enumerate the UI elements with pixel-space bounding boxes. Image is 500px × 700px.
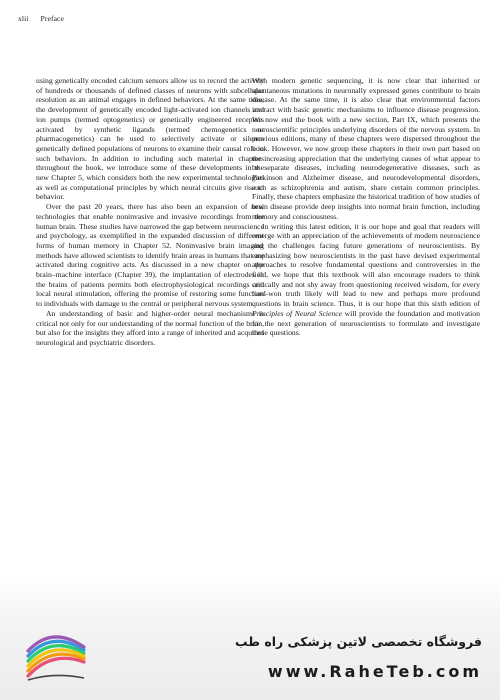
left-paragraph-3: An understanding of basic and higher-order neural mechanisms is critical not only for our understanding of the normal function of the brain, but also for the insights they afford into a range of inherited and acquired neurological and psychiatric disorders. <box>36 308 264 347</box>
running-title: Preface <box>40 14 64 23</box>
shop-url[interactable]: www.RaheTeb.com <box>267 662 482 681</box>
right-paragraph-1: With modern genetic sequencing, it is now clear that inherited or spontaneous mutations in neuronally expressed genes contribute to brain disease. At the same time, it is also clear that environmental factors interact with basic genetic mechanisms to influence disease progression. We now end the book with a new section, Part IX, which presents the neuroscientific principles underlying disorders of the nervous system. In previous editions, many of these chapters were dispersed throughout the book. However, we now group these chapters in their own part based on the increasing appreciation that the underlying causes of what appear to be separate diseases, including neurodegenerative diseases, such as Parkinson and Alzheimer disease, and neurodevelopmental disorders, such as schizophrenia and autism, share certain common principles. Finally, these chapters emphasize the historical tradition of how studies of brain disease provide deep insights into normal brain function, including memory and consciousness. <box>252 76 480 221</box>
book-fan-logo-icon <box>22 632 92 686</box>
right-column <box>252 76 480 338</box>
left-column <box>36 76 264 348</box>
book-title: Principles of Neural Science <box>252 308 343 318</box>
left-paragraph-1: using genetically encoded calcium sensors allow us to record the activity of hundreds or thousands of defined classes of neurons with subcellular resolution as an animal engages in defined behaviors. At the same time, the development of genetically encoded light-activated ion channels and ion pumps (termed optogenetics) or genetically engineered receptors activated by synthetic ligands (termed chemogenetics or pharmacogenetics) can be used to selectively activate or silence genetically defined populations of neurons to examine their causal role in such behaviors. In addition to including such material in chapters throughout the book, we introduce some of these developments in the new Chapter 5, which considers both the new experimental technologies as well as computational principles by which neural circuits give rise to behavior. <box>36 76 264 202</box>
left-paragraph-2: Over the past 20 years, there has also been an expansion of new technologies that enable noninvasive and invasive recordings from the human brain. These studies have narrowed the gap between neuroscience and psychology, as exemplified in the expanded discussion of different forms of human memory in Chapter 52. Noninvasive brain imaging methods have allowed scientists to identify brain areas in humans that are activated during cognitive acts. As discussed in a new chapter on the brain–machine interface (Chapter 39), the implantation of electrodes in the brains of patients permits both electrophysiological recordings and local neural stimulation, offering the promise of restoring some function to individuals with damage to the central or peripheral nervous system. <box>36 202 264 309</box>
right-paragraph-2 <box>252 222 480 338</box>
page-number: xlii <box>18 14 29 23</box>
shop-name: فروشگاه تخصصی لاتین پزشکی راه طب <box>234 634 482 649</box>
running-head <box>18 14 64 23</box>
logo-page-stroke <box>28 658 84 676</box>
right-paragraph-2-text-a: In writing this latest edition, it is our hope and goal that readers will emerge with an appreciation of the achievements of modern neuroscience and the challenges facing future generations of neuroscientists. By emphasizing how neuroscientists in the past have devised experimental approaches to resolve fundamental questions and controversies in the field, we hope that this textbook will also encourage readers to think critically and not shy away from questioning received wisdom, for every hard-won truth likely will lead to new and perhaps more profound questions in brain science. Thus, it is our hope that this sixth edition of <box>252 221 480 309</box>
watermark-footer <box>0 618 500 700</box>
right-paragraph-2-text-b: will provide the foundation and motivation for the next generation of neuroscientists to formulate and investigate these questions. <box>252 308 480 338</box>
logo-book-base <box>28 675 84 680</box>
